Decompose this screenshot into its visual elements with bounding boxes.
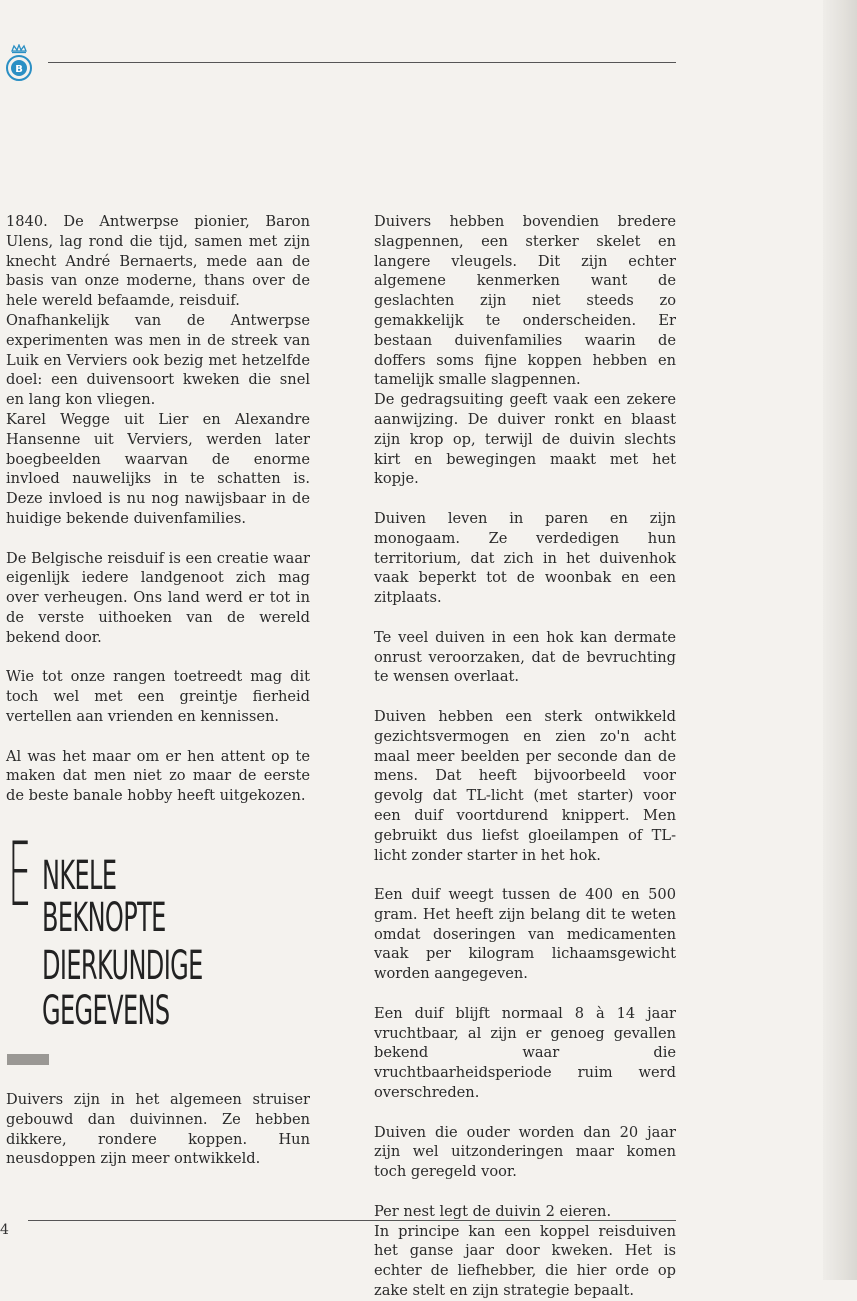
paragraph: Per nest legt de duivin 2 eieren. — [374, 1202, 612, 1220]
paragraph: Duiven hebben een sterk ontwikkeld gezichtsvermogen en zien zo'n acht maal meer beelden per seconde dan de mens. Dat heeft bijvoorbeeld voor gevolg dat TL-licht (met starter) voor een duif voortdurend knippert. Men gebruikt dus liefst gloeilampen of TL-licht zonder starter in het hok. — [374, 707, 676, 864]
crown-logo-icon — [4, 44, 34, 82]
page-number: 4 — [0, 1222, 9, 1238]
heading-line: BEKNOPTE — [42, 895, 166, 941]
paragraph: Karel Wegge uit Lier en Alexandre Hansenne uit Verviers, werden later boegbeelden waarvan de enorme invloed nauwelijks in te schatten is. Deze invloed is nu nog nawijsbaar in de huidige bekende duivenfamilies. — [6, 410, 310, 527]
footer-rule — [28, 1220, 676, 1221]
paragraph: Onafhankelijk van de Antwerpse experimenten was men in de streek van Luik en Verviers ook bezig met hetzelfde doel: een duivensoort kweken die snel en lang kon vliegen. — [6, 311, 310, 409]
paragraph: De Belgische reisduif is een creatie waar eigenlijk iedere landgenoot zich mag over verheugen. Ons land werd er tot in de verste uithoeken van de wereld bekend door. — [6, 549, 310, 646]
paragraph: In principe kan een koppel reisduiven het ganse jaar door kweken. Het is echter de liefhebber, die hier orde op zake stelt en zijn strategie bepaalt. — [374, 1222, 676, 1300]
heading-line: NKELE — [42, 853, 117, 899]
paragraph: Een duif weegt tussen de 400 en 500 gram. Het heeft zijn belang dit te weten omdat doseringen van medicamenten vaak per kilogram lichaamsgewicht worden aangegeven. — [374, 886, 676, 983]
svg-text:B: B — [15, 64, 23, 75]
heading-underline-bar — [7, 1054, 49, 1065]
heading-line: GEGEVENS — [42, 988, 170, 1034]
paragraph: Al was het maar om er hen attent op te maken dat men niet zo maar de eerste de beste banale hobby heeft uitgekozen. — [6, 747, 310, 805]
paragraph: Duiven die ouder worden dan 20 jaar zijn wel uitzonderingen maar komen toch geregeld voor. — [374, 1123, 676, 1181]
drop-cap: E — [8, 823, 32, 926]
page-edge-shadow — [823, 0, 857, 1280]
section-heading — [8, 823, 308, 1044]
left-column-bottom — [6, 1090, 310, 1169]
paragraph: Duivers zijn in het algemeen struiser gebouwd dan duivinnen. Ze hebben dikkere, rondere koppen. Hun neusdoppen zijn meer ontwikkeld. — [6, 1091, 310, 1168]
paragraph: Duiven leven in paren en zijn monogaam. Ze verdedigen hun territorium, dat zich in het duivenhok vaak beperkt tot de woonbak en een zitplaats. — [374, 509, 676, 607]
paragraph: 1840. De Antwerpse pionier, Baron Ulens, lag rond die tijd, samen met zijn knecht André Bernaerts, mede aan de basis van onze moderne, thans over de hele wereld befaamde, reisduif. — [6, 213, 310, 310]
paragraph: Duivers hebben bovendien bredere slagpennen, een sterker skelet en langere vleugels. Dit zijn echter algemene kenmerken want de geslachten zijn niet steeds zo gemakkelijk te onderscheiden. Er bestaan duivenfamilies waarin de doffers soms fijne koppen hebben en tamelijk smalle slagpennen. — [374, 213, 676, 389]
left-column — [6, 212, 310, 826]
header-rule — [48, 62, 676, 63]
paragraph: De gedragsuiting geeft vaak een zekere aanwijzing. De duiver ronkt en blaast zijn krop op, terwijl de duivin slechts kirt en bewegingen maakt met het kopje. — [374, 391, 676, 488]
paragraph: Een duif blijft normaal 8 à 14 jaar vruchtbaar, al zijn er genoeg gevallen bekend waar die vruchtbaarheidsperiode ruim werd overschreden. — [374, 1004, 676, 1102]
heading-line: DIERKUNDIGE — [42, 943, 203, 989]
right-column — [374, 212, 676, 1301]
paragraph: Te veel duiven in een hok kan dermate onrust veroorzaken, dat de bevruchting te wensen overlaat. — [374, 628, 676, 686]
paragraph: Wie tot onze rangen toetreedt mag dit toch wel met een greintje fierheid vertellen aan vrienden en kennissen. — [6, 668, 310, 725]
